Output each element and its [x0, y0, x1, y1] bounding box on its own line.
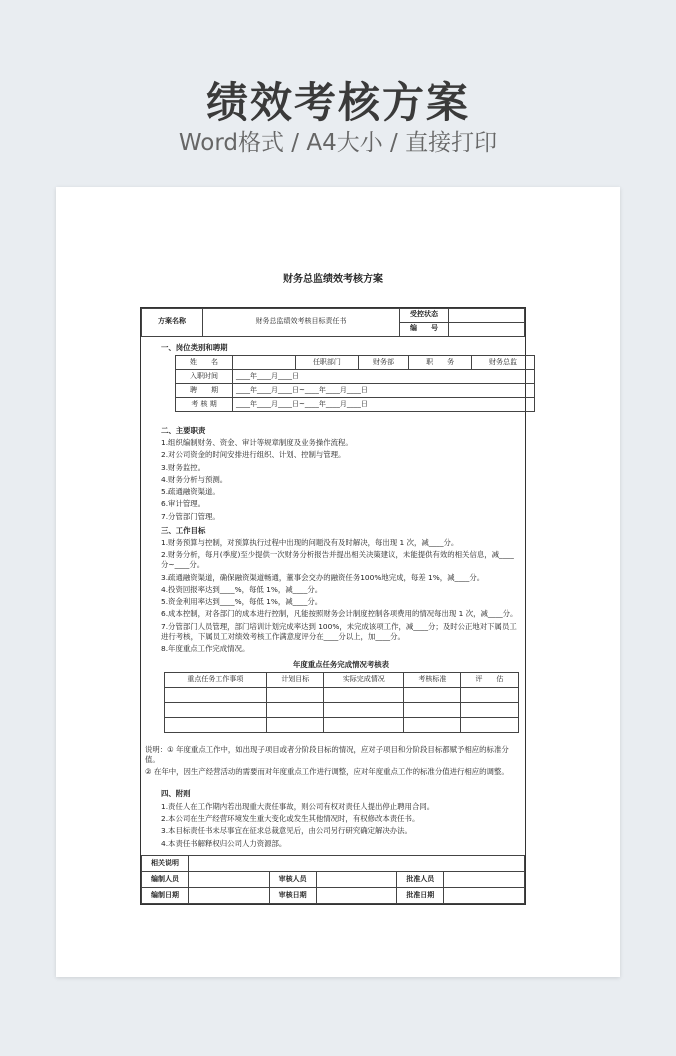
- section-4: [141, 783, 525, 854]
- editor-label: 编制人员: [142, 871, 189, 887]
- status-value: [449, 308, 525, 322]
- appendix-item: 2.本公司在生产经营环境发生重大变化或发生其他情况时，有权修改本责任书。: [161, 814, 420, 823]
- appendix-item: 1.责任人在工作期内若出现重大责任事故，则公司有权对责任人提出停止聘用合同。: [161, 801, 435, 811]
- duty-item: 3.财务监控。: [161, 462, 206, 472]
- goal-item: 2.财务分析，每月(季度)至少提供一次财务分析报告并提出相关决策建议，未能提供有效的相关信息，减____分~____分。: [161, 550, 514, 570]
- appendix-item: 4.本责任书解释权归公司人力资源部。: [161, 838, 287, 848]
- approve-date-label: 批准日期: [397, 887, 444, 903]
- goal-item: 8.年度重点工作完成情况。: [161, 643, 250, 653]
- goal-item: 7.分管部门人员管理，部门培训计划完成率达到 100%，未完成该项工作，减____分；及时公正地对下属员工进行考核，下属员工对绩效考核工作满意度评分在____分以上，加____分。: [161, 621, 517, 641]
- edit-date-value: [189, 887, 270, 903]
- position-table: [175, 355, 535, 412]
- term-value: ____年____月____日~____年____月____日: [233, 383, 535, 397]
- post-value: 财务总监: [472, 355, 535, 369]
- key-task-table-title: 年度重点任务完成情况考核表: [292, 659, 390, 669]
- editor-value: [189, 871, 270, 887]
- table-row: [164, 702, 518, 717]
- table-row: [164, 687, 518, 702]
- entry-value: ____年____月____日: [233, 369, 535, 383]
- remark-line-1: 说明：① 年度重点工作中，如出现子项目或者分阶段目标的情况，应对子项目和分阶段目标都赋予相应的标准分值。: [145, 745, 509, 765]
- reviewer-value: [316, 871, 397, 887]
- section-2-heading: 二、主要职责: [161, 425, 206, 435]
- eval-label: 考 核 期: [176, 397, 233, 411]
- remarks: [141, 741, 525, 784]
- plan-name-value: 财务总监绩效考核目标责任书: [203, 308, 400, 336]
- review-date-value: [316, 887, 397, 903]
- key-col-plan: 计划目标: [267, 672, 324, 687]
- section-2: [141, 420, 525, 741]
- plan-name-label: 方案名称: [142, 308, 203, 336]
- appendix-item: 3.本目标责任书未尽事宜在征求总裁意见后，由公司另行研究确定解决办法。: [161, 826, 412, 836]
- duty-item: 7.分管部门管理。: [161, 511, 220, 521]
- reviewer-label: 审核人员: [269, 871, 316, 887]
- remark-line-2: ② 在年中，因生产经营活动的需要而对年度重点工作进行调整，应对年度重点工作的标准分值进行相应的调整。: [145, 767, 509, 777]
- eval-value: ____年____月____日~____年____月____日: [233, 397, 535, 411]
- duty-item: 5.疏通融资渠道。: [161, 487, 220, 497]
- number-label: 编 号: [400, 322, 449, 336]
- related-label: 相关说明: [142, 855, 189, 871]
- document-page: [56, 187, 620, 977]
- term-label: 聘 期: [176, 383, 233, 397]
- duty-item: 1.组织编制财务、资金、审计等规章制度及业务操作流程。: [161, 438, 353, 448]
- dept-value: 财务部: [358, 355, 408, 369]
- approver-value: [444, 871, 525, 887]
- document-title: 财务总监绩效考核方案: [283, 274, 383, 285]
- key-col-standard: 考核标准: [404, 672, 461, 687]
- key-col-actual: 实际完成情况: [324, 672, 404, 687]
- section-1-heading: 一、岗位类别和聘期: [161, 342, 228, 352]
- approver-label: 批准人员: [397, 871, 444, 887]
- signature-table: [141, 855, 525, 904]
- number-value: [449, 322, 525, 336]
- plan-frame: [140, 307, 526, 905]
- key-col-evaluation: 评 估: [461, 672, 518, 687]
- dept-label: 任职部门: [296, 355, 359, 369]
- goal-item: 1.财务预算与控制，对预算执行过程中出现的问题没有及时解决，每出现 1 次，减____分。: [161, 538, 459, 548]
- name-label: 姓 名: [176, 355, 233, 369]
- review-date-label: 审核日期: [269, 887, 316, 903]
- related-value: [189, 855, 525, 871]
- goal-item: 4.投资回报率达到____%，每低 1%，减____分。: [161, 584, 323, 594]
- duty-item: 6.审计管理。: [161, 499, 206, 509]
- table-row: [164, 717, 518, 732]
- section-1: [141, 337, 525, 420]
- approve-date-value: [444, 887, 525, 903]
- duty-item: 4.财务分析与预测。: [161, 474, 228, 484]
- duty-item: 2.对公司资金的时间安排进行组织、计划、控制与管理。: [161, 450, 346, 460]
- post-label: 职 务: [409, 355, 472, 369]
- key-col-task: 重点任务工作事项: [164, 672, 267, 687]
- header-table: [141, 308, 525, 337]
- status-label: 受控状态: [400, 308, 449, 322]
- goal-item: 5.资金利用率达到____%，每低 1%，减____分。: [161, 597, 323, 607]
- entry-label: 入职时间: [176, 369, 233, 383]
- key-task-table: [164, 672, 519, 733]
- section-4-heading: 四、附则: [161, 789, 191, 799]
- name-value: [233, 355, 296, 369]
- goal-item: 3.疏通融资渠道，确保融资渠道畅通，董事会交办的融资任务100%地完成，每差 1%，减____分。: [161, 572, 485, 582]
- hero-subtitle: Word格式 / A4大小 / 直接打印: [178, 130, 498, 156]
- document-content: [140, 273, 526, 905]
- section-3-heading: 三、工作目标: [161, 525, 206, 535]
- edit-date-label: 编制日期: [142, 887, 189, 903]
- hero-title: 绩效考核方案: [205, 78, 470, 127]
- goal-item: 6.成本控制，对各部门的成本进行控制，凡能按照财务会计制度控制各项费用的情况每出现 1 次，减____分。: [161, 609, 518, 619]
